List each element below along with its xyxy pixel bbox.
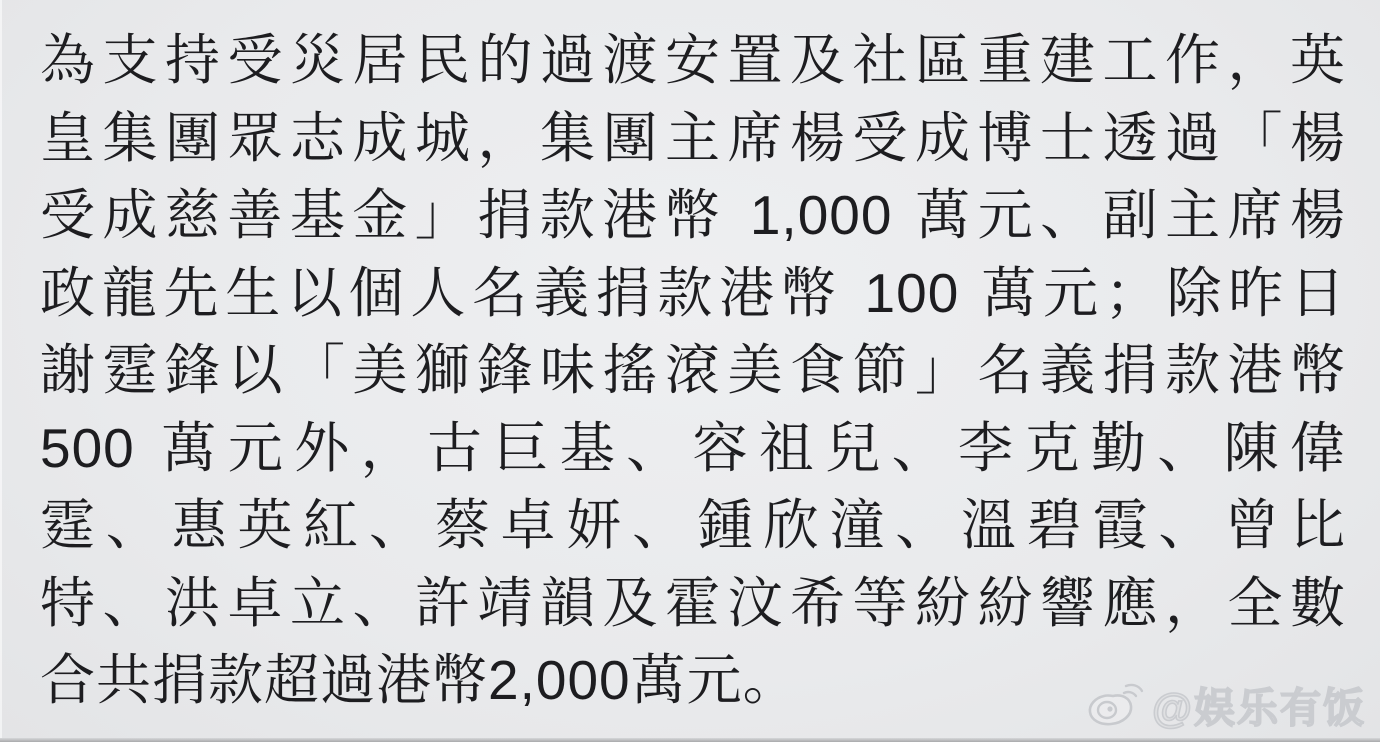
text-line-6: 500 萬元外，古巨基、容祖兒、李克勤、陳偉: [40, 416, 1346, 479]
article-paragraph: [40, 22, 1346, 720]
text-line-3: 受成慈善基金」捐款港幣 1,000 萬元、副主席楊: [40, 184, 1346, 246]
text-line-5: 謝霆鋒以「美獅鋒味搖滾美食節」名義捐款港幣: [40, 339, 1346, 401]
watermark-handle: @娱乐有饭: [1152, 685, 1366, 731]
text-line-9: 合共捐款超過港幣2,000萬元。: [40, 649, 799, 711]
text-line-4: 政龍先生以個人名義捐款港幣 100 萬元；除昨日: [40, 261, 1346, 324]
photo-bottom-edge: [0, 738, 1380, 742]
weibo-logo-icon: [1086, 682, 1144, 728]
text-line-2: 皇集團眾志成城，集團主席楊受成博士透過「楊: [40, 106, 1346, 169]
text-line-8: 特、洪卓立、許靖韻及霍汶希等紛紛響應，全數: [40, 571, 1346, 634]
left-edge-highlight: [0, 0, 2, 742]
text-line-7: 霆、惠英紅、蔡卓妍、鍾欣潼、溫碧霞、曾比: [40, 494, 1346, 556]
watermark: [1086, 675, 1366, 734]
text-line-1: 為支持受災居民的過渡安置及社區重建工作，英: [40, 29, 1346, 91]
